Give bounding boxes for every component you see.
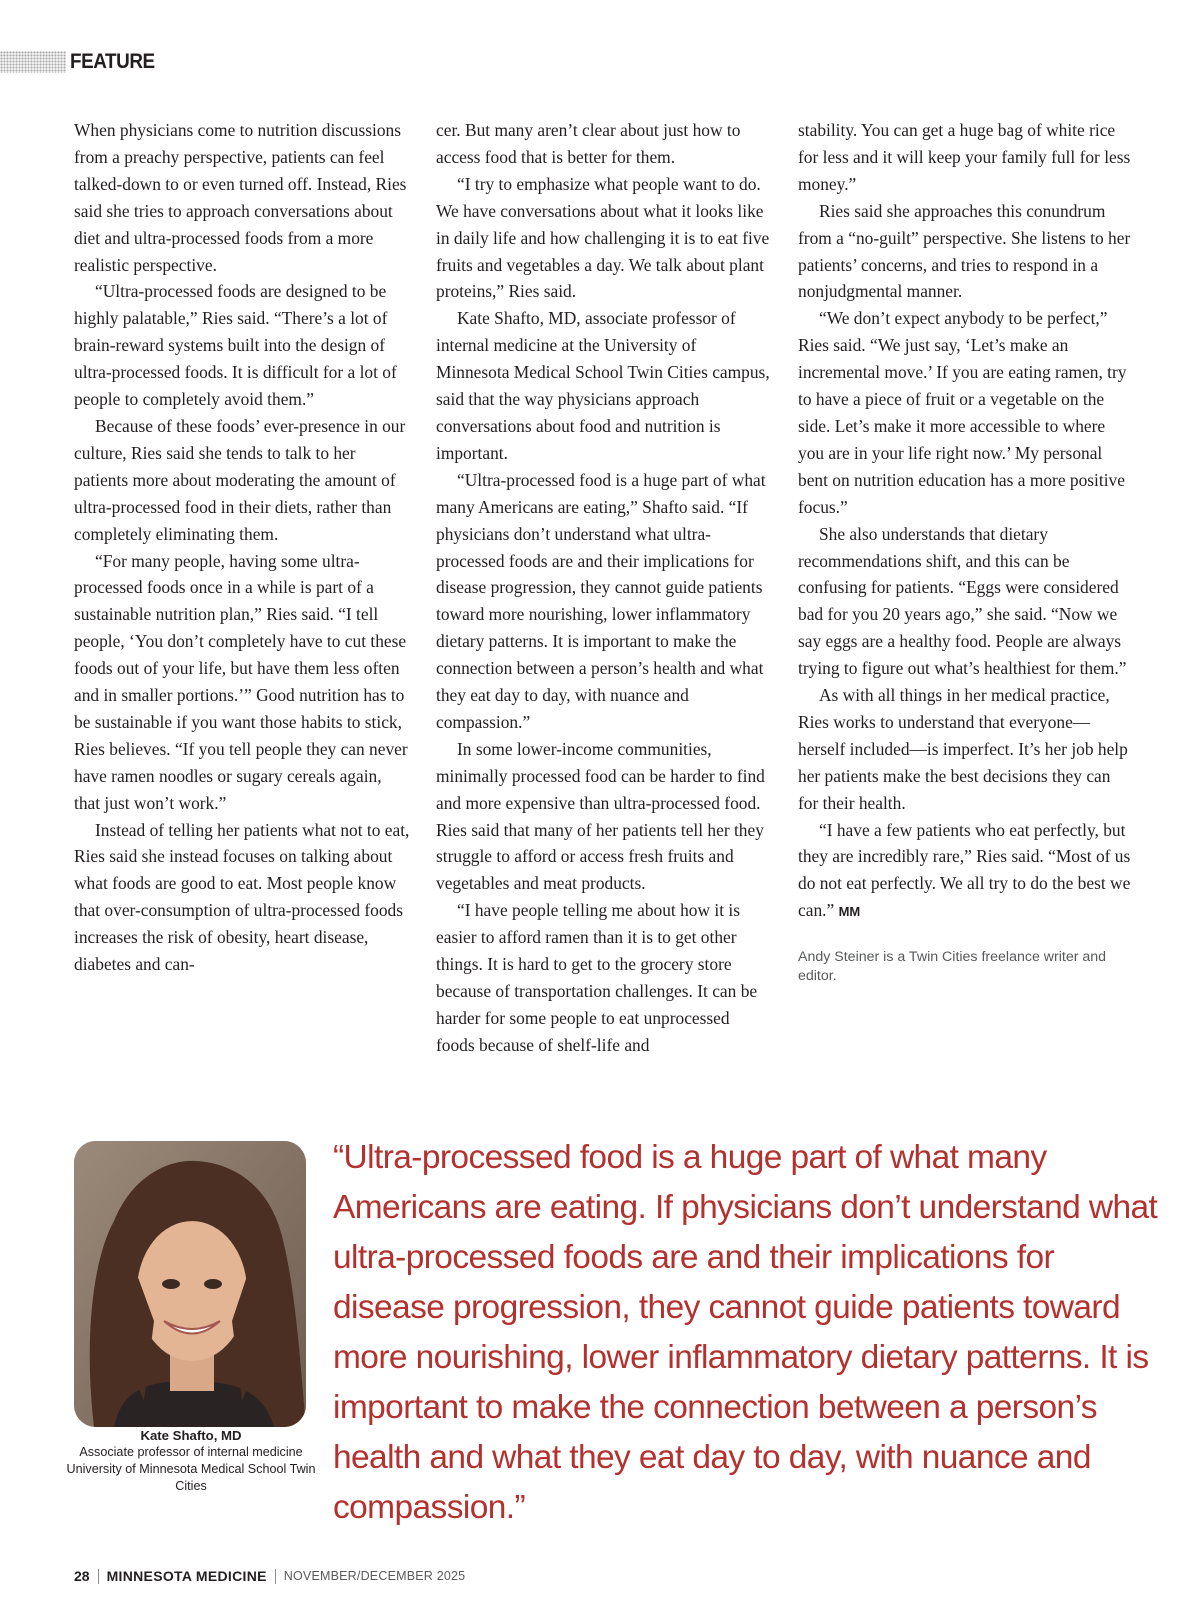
footer-divider xyxy=(98,1569,99,1584)
magazine-name: MINNESOTA MEDICINE xyxy=(106,1568,267,1584)
end-mark: MM xyxy=(838,904,861,920)
paragraph: Ries said she approaches this conundrum from a “no-guilt” perspective. She listens to her patients’ concerns, and tries to respond in a nonjudgmental manner. xyxy=(798,200,1131,302)
paragraph: In some lower-income communities, minimally processed food can be harder to find and more expensive than ultra-processed food. Ries said that many of her patients tell her they struggle to afford or access fresh fruits and vegetables and meat products. xyxy=(436,738,765,894)
paragraph: Kate Shafto, MD, associate professor of internal medicine at the University of Minnesota Medical School Twin Cities campus, said that the way physicians approach conversations about food and nutrition is important. xyxy=(436,308,770,463)
final-paragraph-text: “I have a few patients who eat perfectly, but they are incredibly rare,” Ries said. “Most of us do not eat perfectly. We all try to do the best we can.” xyxy=(798,819,1131,921)
article-column-1 xyxy=(74,117,410,978)
paragraph: stability. You can get a huge bag of white rice for less and it will keep your family full for less money.” xyxy=(798,120,1131,194)
caption-title: Associate professor of internal medicine xyxy=(79,1445,303,1459)
paragraph: As with all things in her medical practice, Ries works to understand that everyone—herself included—is imperfect. It’s her job help her patients make the best decisions they can for their health. xyxy=(798,685,1128,813)
author-bio: Andy Steiner is a Twin Cities freelance writer and editor. xyxy=(798,949,1107,985)
paragraph: “I have people telling me about how it is easier to afford ramen than it is to get other things. It is hard to get to the grocery store because of transportation challenges. It can be harder for some people to eat unprocessed foods because of shelf-life and xyxy=(436,900,758,1055)
portrait-photo xyxy=(74,1141,306,1427)
paragraph: “Ultra-processed foods are designed to be highly palatable,” Ries said. “There’s a lot of brain-reward systems built into the design of ultra-processed foods. It is difficult for a lot of people to completely avoid them.” xyxy=(74,281,397,410)
paragraph: Because of these foods’ ever-presence in our culture, Ries said she tends to talk to her patients more about moderating the amount of ultra-processed food in their diets, rather than completely eliminating them. xyxy=(74,415,406,544)
paragraph: When physicians come to nutrition discussions from a preachy perspective, patients can feel talked-down to or even turned off. Instead, Ries said she tries to approach conversations about diet and ultra-processed foods from a more realistic perspective. xyxy=(74,120,407,275)
section-header xyxy=(0,48,164,76)
section-label: FEATURE xyxy=(70,50,155,73)
paragraph-final xyxy=(798,817,1134,927)
caption-affiliation: University of Minnesota Medical School Twin Cities xyxy=(66,1462,316,1493)
page-number: 28 xyxy=(74,1568,90,1584)
paragraph: “I try to emphasize what people want to do. We have conversations about what it looks like in daily life and how challenging it is to eat five fruits and vegetables a day. We talk about plant proteins,” Ries said. xyxy=(436,173,770,302)
paragraph: “For many people, having some ultra-processed foods once in a while is part of a sustainable nutrition plan,” Ries said. “I tell people, ‘You don’t completely have to cut these foods out of your life, but have them less often and in smaller portions.’” Good nutrition has to be sustainable if you want those habits to stick, Ries believes. “If you tell people they can never have ramen noodles or sugary cereals again, that just won’t work.” xyxy=(74,550,408,813)
pull-quote: “Ultra-processed food is a huge part of what many Americans are eating. If physicians don’t understand what ultra-processed foods are and their implications for disease progression, they cannot guide patients toward more nourishing, lower inflammatory dietary patterns. It is important to make the connection between a person’s health and what they eat day to day, with nuance and compassion.” xyxy=(333,1139,1158,1526)
article-column-3 xyxy=(798,117,1134,986)
paragraph: Instead of telling her patients what not to eat, Ries said she instead focuses on talking about what foods are good to eat. Most people know that over-consumption of ultra-processed foods increases the risk of obesity, heart disease, diabetes and can- xyxy=(74,819,410,975)
issue-date: NOVEMBER/DECEMBER 2025 xyxy=(283,1569,466,1583)
footer-divider xyxy=(275,1569,276,1584)
halftone-bar xyxy=(0,51,66,73)
page-footer xyxy=(74,1568,465,1584)
paragraph: “Ultra-processed food is a huge part of what many Americans are eating,” Shafto said. “If physicians don’t understand what ultra-processed foods are and their implications for disease progression, they cannot guide patients toward more nourishing, lower inflammatory dietary patterns. It is important to make the connection between a person’s health and what they eat day to day, with nuance and compassion.” xyxy=(436,469,766,732)
paragraph: She also understands that dietary recommendations shift, and this can be confusing for patients. “Eggs were considered bad for you 20 years ago,” she said. “Now we say eggs are a healthy food. People are always trying to figure out what’s healthiest for them.” xyxy=(798,523,1127,679)
paragraph: “We don’t expect anybody to be perfect,” Ries said. “We just say, ‘Let’s make an incremental move.’ If you are eating ramen, try to have a piece of fruit or a vegetable on the side. Let’s make it more accessible to where you are in your life right now.’ My personal bent on nutrition education has a more positive focus.” xyxy=(798,308,1127,517)
article-column-2 xyxy=(436,117,772,1059)
photo-caption xyxy=(60,1427,322,1495)
caption-name: Kate Shafto, MD xyxy=(140,1428,242,1443)
paragraph: cer. But many aren’t clear about just how to access food that is better for them. xyxy=(436,120,741,167)
